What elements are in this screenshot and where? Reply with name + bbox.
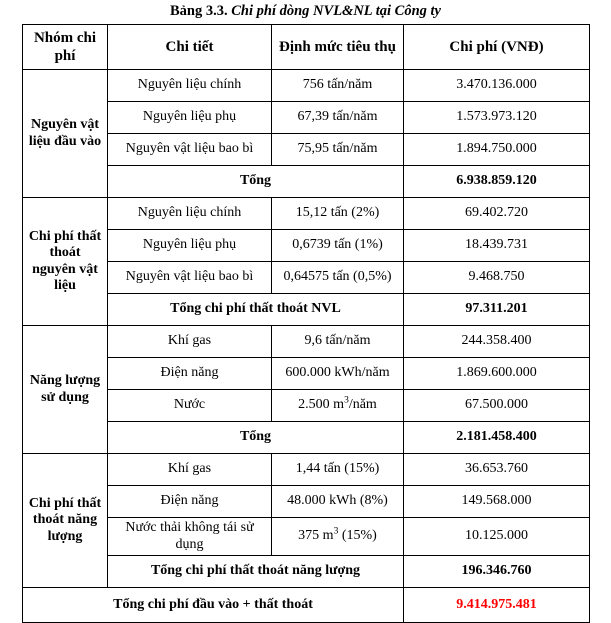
subtotal-row bbox=[23, 556, 590, 588]
subtotal-row bbox=[23, 294, 590, 326]
cell-detail: Nguyên vật liệu bao bì bbox=[108, 262, 272, 294]
cell-norm: 0,6739 tấn (1%) bbox=[272, 230, 404, 262]
table-row bbox=[23, 134, 590, 166]
cell-cost: 149.568.000 bbox=[404, 486, 590, 518]
cell-norm: 375 $m^3$ (15%) bbox=[272, 518, 404, 556]
cell-subtotal-label: Tổng bbox=[108, 166, 404, 198]
cell-group-4: Chi phí thất thoát năng lượng bbox=[23, 454, 108, 588]
cell-detail: Nguyên vật liệu bao bì bbox=[108, 134, 272, 166]
table-row bbox=[23, 390, 590, 422]
cell-cost: 67.500.000 bbox=[404, 390, 590, 422]
cell-cost: 1.573.973.120 bbox=[404, 102, 590, 134]
table-row bbox=[23, 230, 590, 262]
cell-detail: Nguyên liệu phụ bbox=[108, 230, 272, 262]
cell-norm: 15,12 tấn (2%) bbox=[272, 198, 404, 230]
cell-subtotal-label: Tổng chi phí thất thoát năng lượng bbox=[108, 556, 404, 588]
table-row bbox=[23, 262, 590, 294]
grand-total-row bbox=[23, 588, 590, 623]
cell-group-1: Nguyên vật liệu đầu vào bbox=[23, 70, 108, 198]
cell-group-3: Năng lượng sử dụng bbox=[23, 326, 108, 454]
cell-detail: Điện năng bbox=[108, 486, 272, 518]
table-row bbox=[23, 486, 590, 518]
table-row bbox=[23, 70, 590, 102]
table-row bbox=[23, 198, 590, 230]
cell-grand-total-value: 9.414.975.481 bbox=[404, 588, 590, 623]
cell-cost: 1.894.750.000 bbox=[404, 134, 590, 166]
header-norm: Định mức tiêu thụ bbox=[272, 25, 404, 70]
table-caption bbox=[0, 2, 611, 20]
cell-norm: 48.000 kWh (8%) bbox=[272, 486, 404, 518]
cell-cost: 10.125.000 bbox=[404, 518, 590, 556]
cell-norm: 756 tấn/năm bbox=[272, 70, 404, 102]
header-group: Nhóm chi phí bbox=[23, 25, 108, 70]
cell-subtotal-value: 97.311.201 bbox=[404, 294, 590, 326]
cell-cost: 69.402.720 bbox=[404, 198, 590, 230]
table-row bbox=[23, 358, 590, 390]
cell-subtotal-value: 6.938.859.120 bbox=[404, 166, 590, 198]
cell-subtotal-label: Tổng chi phí thất thoát NVL bbox=[108, 294, 404, 326]
cell-detail: Điện năng bbox=[108, 358, 272, 390]
caption-title: Chi phí dòng NVL&NL tại Công ty bbox=[231, 3, 441, 19]
caption-number: Bảng 3.3. bbox=[170, 3, 228, 19]
subtotal-row bbox=[23, 422, 590, 454]
table-row bbox=[23, 518, 590, 556]
cell-cost: 244.358.400 bbox=[404, 326, 590, 358]
cell-detail: Nguyên liệu phụ bbox=[108, 102, 272, 134]
cell-norm: 1,44 tấn (15%) bbox=[272, 454, 404, 486]
cell-subtotal-value: 196.346.760 bbox=[404, 556, 590, 588]
cell-cost: 3.470.136.000 bbox=[404, 70, 590, 102]
cost-table-wrapper bbox=[22, 24, 589, 623]
cell-cost: 9.468.750 bbox=[404, 262, 590, 294]
cell-subtotal-label: Tổng bbox=[108, 422, 404, 454]
table-body bbox=[23, 70, 590, 623]
cell-cost: 36.653.760 bbox=[404, 454, 590, 486]
cell-detail: Khí gas bbox=[108, 454, 272, 486]
table-row bbox=[23, 454, 590, 486]
cell-norm: 9,6 tấn/năm bbox=[272, 326, 404, 358]
cell-detail: Nguyên liệu chính bbox=[108, 198, 272, 230]
cell-norm: 67,39 tấn/năm bbox=[272, 102, 404, 134]
cell-subtotal-value: 2.181.458.400 bbox=[404, 422, 590, 454]
cell-norm: 2.500 $m^3$/năm bbox=[272, 390, 404, 422]
header-cost: Chi phí (VNĐ) bbox=[404, 25, 590, 70]
header-detail: Chi tiết bbox=[108, 25, 272, 70]
cell-norm: 0,64575 tấn (0,5%) bbox=[272, 262, 404, 294]
cell-group-2: Chi phí thất thoát nguyên vật liệu bbox=[23, 198, 108, 326]
table-row bbox=[23, 326, 590, 358]
cost-table bbox=[22, 24, 590, 623]
cell-detail: Nước thải không tái sử dụng bbox=[108, 518, 272, 556]
cell-grand-total-label: Tổng chi phí đầu vào + thất thoát bbox=[23, 588, 404, 623]
table-row bbox=[23, 102, 590, 134]
cell-norm: 600.000 kWh/năm bbox=[272, 358, 404, 390]
header-row bbox=[23, 25, 590, 70]
cell-norm: 75,95 tấn/năm bbox=[272, 134, 404, 166]
subtotal-row bbox=[23, 166, 590, 198]
cell-cost: 1.869.600.000 bbox=[404, 358, 590, 390]
cell-detail: Nguyên liệu chính bbox=[108, 70, 272, 102]
table-header bbox=[23, 25, 590, 70]
cell-detail: Khí gas bbox=[108, 326, 272, 358]
cell-detail: Nước bbox=[108, 390, 272, 422]
cell-cost: 18.439.731 bbox=[404, 230, 590, 262]
